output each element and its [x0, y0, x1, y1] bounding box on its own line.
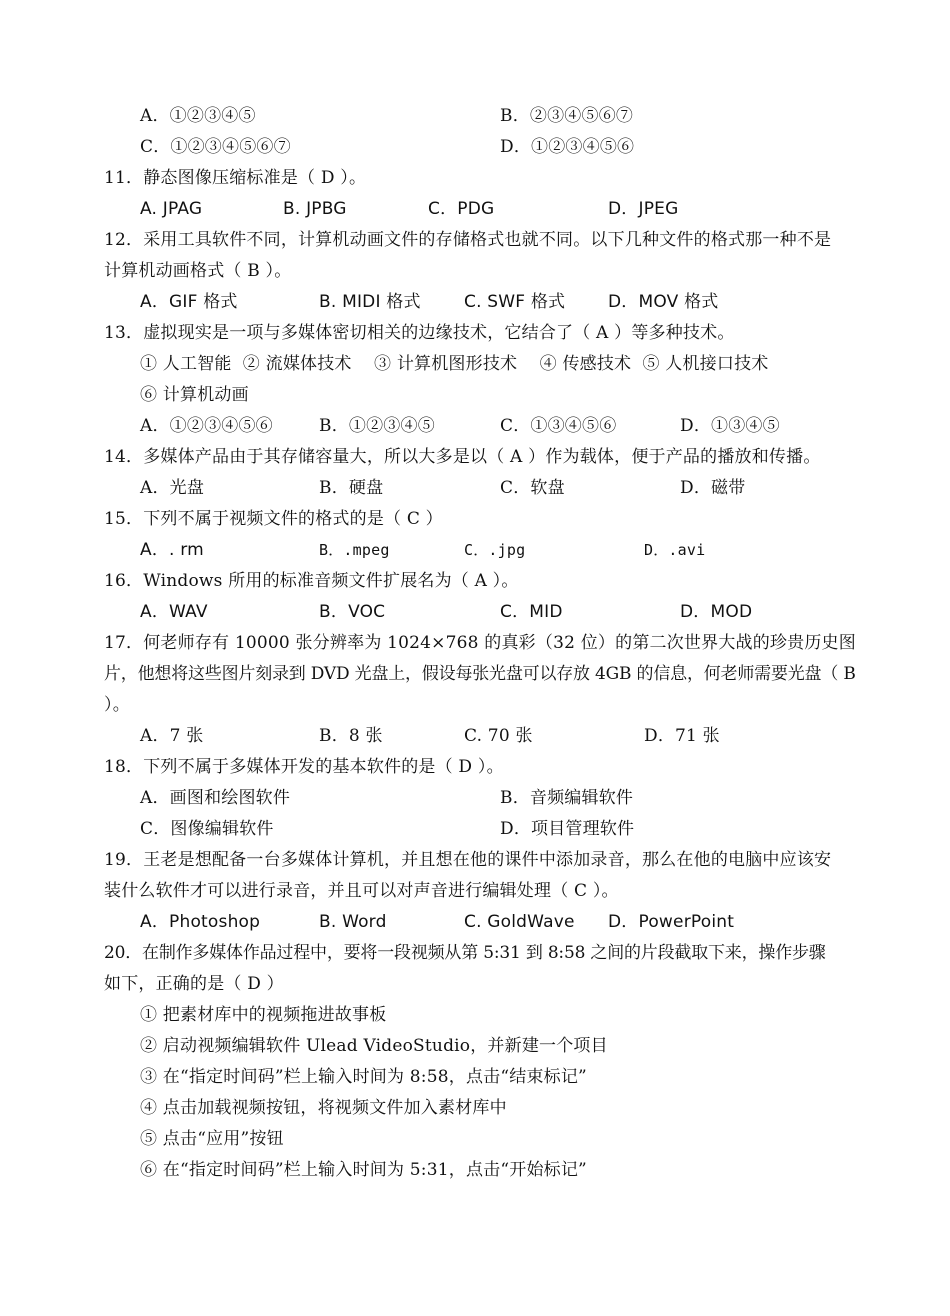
q13-stem: 13．虚拟现实是一项与多媒体密切相关的边缘技术，它结合了（ A ）等多种技术。 [104, 323, 735, 343]
q13-option-b: B．①②③④⑤ [319, 416, 435, 436]
q19-stem-line2: 装什么软件才可以进行录音，并且可以对声音进行编辑处理（ C ）。 [104, 881, 619, 901]
q10-option-d: D．①②③④⑤⑥ [500, 137, 635, 157]
q17-option-d: D．71 张 [644, 726, 720, 746]
q11-option-d: D．JPEG [608, 199, 679, 219]
q20-stem-line1: 20．在制作多媒体作品过程中，要将一段视频从第 5:31 到 8:58 之间的片段截取下来，操作步骤 [104, 943, 826, 963]
q19-option-c: C. GoldWave [464, 912, 575, 932]
q15-option-d: D．.avi [644, 541, 706, 559]
q12-option-c: C. SWF 格式 [464, 292, 566, 312]
q12-stem-line2: 计算机动画格式（ B ）。 [104, 261, 292, 281]
q19-stem-line1: 19．王老是想配备一台多媒体计算机，并且想在他的课件中添加录音，那么在他的电脑中应该安 [104, 850, 832, 870]
q17-stem-line1: 17．何老师存有 10000 张分辨率为 1024×768 的真彩（32 位）的第二次世界大战的珍贵历史图 [104, 633, 856, 653]
q15-stem: 15．下列不属于视频文件的格式的是（ C ） [104, 509, 443, 529]
q12-option-d: D．MOV 格式 [608, 292, 719, 312]
q15-option-b: B．.mpeg [319, 541, 390, 559]
q14-stem: 14．多媒体产品由于其存储容量大，所以大多是以（ A ）作为载体，便于产品的播放和传播。 [104, 447, 821, 467]
q13-items-line2: ⑥ 计算机动画 [140, 385, 249, 405]
q15-option-a: A．. rm [140, 540, 204, 560]
q18-option-b: B．音频编辑软件 [500, 788, 634, 808]
q11-option-b: B. JPBG [283, 199, 347, 219]
q14-option-d: D．磁带 [680, 478, 746, 498]
q16-option-d: D．MOD [680, 602, 753, 622]
q13-items-line1: ① 人工智能 ② 流媒体技术 ③ 计算机图形技术 ④ 传感技术 ⑤ 人机接口技术 [140, 354, 769, 374]
q20-step-6: ⑥ 在“指定时间码”栏上输入时间为 5:31，点击“开始标记” [140, 1160, 587, 1180]
q12-stem-line1: 12．采用工具软件不同，计算机动画文件的存储格式也就不同。以下几种文件的格式那一种不是 [104, 230, 832, 250]
q13-option-c: C．①③④⑤⑥ [500, 416, 617, 436]
q19-option-d: D．PowerPoint [608, 912, 735, 932]
q18-option-d: D．项目管理软件 [500, 819, 635, 839]
q12-option-b: B. MIDI 格式 [319, 292, 421, 312]
q14-option-a: A．光盘 [140, 478, 205, 498]
q16-option-a: A．WAV [140, 602, 208, 622]
q20-step-5: ⑤ 点击“应用”按钮 [140, 1129, 284, 1149]
q10-option-b: B．②③④⑤⑥⑦ [500, 106, 634, 126]
q17-option-b: B．8 张 [319, 726, 383, 746]
q19-option-a: A．Photoshop [140, 912, 261, 932]
q17-stem-line2: 片，他想将这些图片刻录到 DVD 光盘上，假设每张光盘可以存放 4GB 的信息，何老师需要光盘（ B [104, 664, 856, 684]
q11-option-c: C．PDG [428, 199, 495, 219]
q20-stem-line2: 如下，正确的是（ D ） [104, 974, 284, 994]
q10-option-a: A．①②③④⑤ [140, 106, 256, 126]
q14-option-b: B．硬盘 [319, 478, 384, 498]
q18-option-a: A．画图和绘图软件 [140, 788, 291, 808]
q20-step-2: ② 启动视频编辑软件 Ulead VideoStudio，并新建一个项目 [140, 1036, 608, 1056]
q18-stem: 18．下列不属于多媒体开发的基本软件的是（ D ）。 [104, 757, 504, 777]
q13-option-a: A．①②③④⑤⑥ [140, 416, 273, 436]
q15-option-c: C．.jpg [464, 541, 526, 559]
q19-option-b: B. Word [319, 912, 387, 932]
q10-option-c: C．①②③④⑤⑥⑦ [140, 137, 291, 157]
q16-stem: 16．Windows 所用的标准音频文件扩展名为（ A ）。 [104, 571, 519, 591]
q14-option-c: C．软盘 [500, 478, 565, 498]
q20-step-4: ④ 点击加载视频按钮，将视频文件加入素材库中 [140, 1098, 507, 1118]
q20-step-1: ① 把素材库中的视频拖进故事板 [140, 1005, 387, 1025]
q11-stem: 11．静态图像压缩标准是（ D ）。 [104, 168, 367, 188]
q17-option-c: C. 70 张 [464, 726, 533, 746]
q13-option-d: D．①③④⑤ [680, 416, 780, 436]
q18-option-c: C．图像编辑软件 [140, 819, 274, 839]
q20-step-3: ③ 在“指定时间码”栏上输入时间为 8:58，点击“结束标记” [140, 1067, 587, 1087]
q17-option-a: A．7 张 [140, 726, 204, 746]
q12-option-a: A．GIF 格式 [140, 292, 238, 312]
q11-option-a: A. JPAG [140, 199, 203, 219]
q16-option-b: B．VOC [319, 602, 386, 622]
q16-option-c: C．MID [500, 602, 563, 622]
q17-stem-line3: ）。 [104, 695, 130, 715]
